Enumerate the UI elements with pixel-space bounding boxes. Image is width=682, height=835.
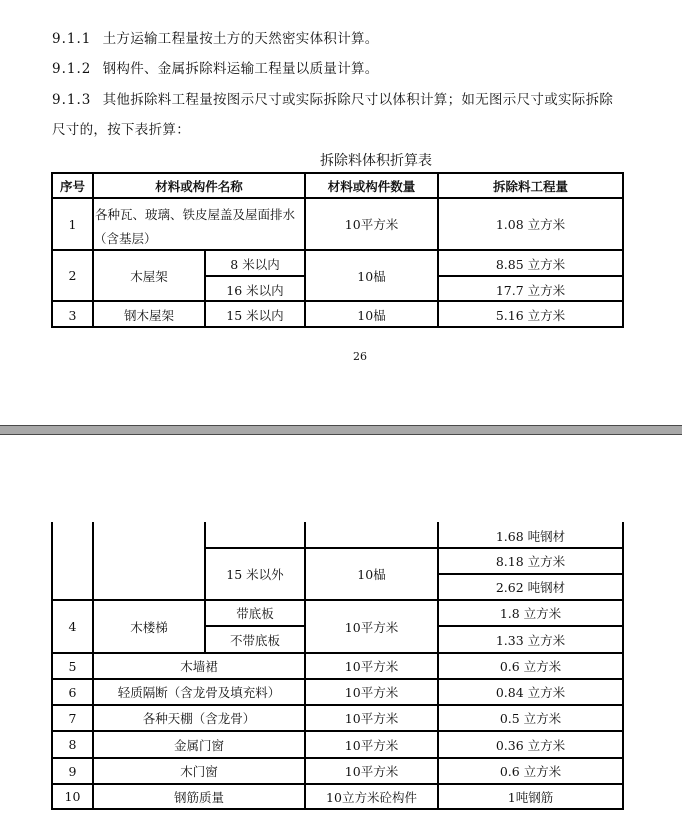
cell-no: 4 xyxy=(68,619,77,634)
header-no: 序号 xyxy=(59,178,85,194)
cell-quantity: 10平方米 xyxy=(344,659,399,674)
cell-name: 木屋架 xyxy=(130,268,168,284)
table-caption: 拆除料体积折算表 xyxy=(320,153,432,169)
cell-amount: 8.85 立方米 xyxy=(495,257,566,272)
cell-no: 3 xyxy=(68,307,77,323)
cell-quantity: 10平方米 xyxy=(344,685,399,700)
page-number: 26 xyxy=(353,350,367,363)
cell-quantity: 10平方米 xyxy=(344,711,399,726)
cell-sub: 15 米以内 xyxy=(226,308,284,323)
cell-amount: 0.5 立方米 xyxy=(499,711,562,726)
cell-no: 1 xyxy=(68,216,77,232)
cell-name: 钢筋质量 xyxy=(173,789,224,805)
cell-sub: 不带底板 xyxy=(229,632,280,648)
cell-amount: 0.84 立方米 xyxy=(495,685,566,700)
clause-text: 钢构件、金属拆除料运输工程量以质量计算。 xyxy=(102,61,379,77)
clause-text-continuation: 尺寸的，按下表折算： xyxy=(52,122,190,138)
cell-name: 金属门窗 xyxy=(173,737,224,753)
clause-text: 其他拆除料工程量按图示尺寸或实际拆除尺寸以体积计算；如无图示尺寸或实际拆除 xyxy=(102,92,614,108)
cell-amount: 1.08 立方米 xyxy=(495,217,566,232)
cell-no: 8 xyxy=(68,737,77,752)
cell-sub: 带底板 xyxy=(236,606,274,621)
cell-no: 6 xyxy=(68,684,77,700)
cell-no: 5 xyxy=(68,658,77,674)
cell-amount: 1.8 立方米 xyxy=(499,606,562,621)
cell-no: 7 xyxy=(68,710,77,726)
clause-9-1-1 xyxy=(52,29,379,49)
cell-name-line2: （含基层） xyxy=(94,231,157,246)
cell-amount: 2.62 吨钢材 xyxy=(495,580,566,595)
cell-quantity: 10榀 xyxy=(357,567,386,582)
clause-number: 9.1.1 xyxy=(52,31,92,47)
cell-name: 各种瓦、玻璃、铁皮屋盖及屋面排水 xyxy=(95,207,296,222)
cell-quantity: 10平方米 xyxy=(344,764,399,779)
cell-amount: 0.6 立方米 xyxy=(499,659,562,674)
header-name: 材料或构件名称 xyxy=(155,178,243,194)
cell-no: 2 xyxy=(68,268,77,283)
cell-quantity: 10平方米 xyxy=(344,737,399,753)
cell-sub: 8 米以内 xyxy=(230,257,280,272)
cell-amount: 1.68 吨钢材 xyxy=(495,528,566,544)
cell-quantity: 10立方米砼构件 xyxy=(326,789,417,805)
cell-quantity: 10榀 xyxy=(357,308,386,323)
header-quantity: 材料或构件数量 xyxy=(327,178,416,194)
cell-quantity: 10平方米 xyxy=(344,217,399,232)
cell-amount: 5.16 立方米 xyxy=(495,308,566,323)
cell-name: 木门窗 xyxy=(180,764,218,779)
cell-amount: 8.18 立方米 xyxy=(495,554,566,569)
sub-row-divider xyxy=(437,275,624,277)
table-border-right xyxy=(622,172,624,328)
table-border-bottom xyxy=(51,808,624,810)
cell-no: 10 xyxy=(64,789,81,804)
cell-quantity: 10平方米 xyxy=(344,619,399,635)
clause-9-1-2 xyxy=(52,59,379,79)
cell-amount: 0.6 立方米 xyxy=(499,764,562,779)
clause-9-1-3 xyxy=(52,90,613,110)
clause-9-1-3-continuation xyxy=(52,120,190,140)
cell-sub: 16 米以内 xyxy=(226,283,284,298)
clause-number: 9.1.3 xyxy=(52,92,92,108)
cell-amount: 1.33 立方米 xyxy=(495,632,566,648)
cell-name: 各种天棚（含龙骨） xyxy=(142,711,256,726)
cell-name: 轻质隔断（含龙骨及填充料） xyxy=(117,685,281,700)
cell-name: 木楼梯 xyxy=(130,619,168,635)
header-amount: 拆除料工程量 xyxy=(492,178,568,194)
cell-sub: 15 米以外 xyxy=(226,567,284,582)
clause-text: 土方运输工程量按土方的天然密实体积计算。 xyxy=(102,31,379,47)
cell-name: 木墙裙 xyxy=(180,659,218,674)
page-separator xyxy=(0,425,682,435)
sub-row-divider xyxy=(204,275,305,277)
cell-quantity: 10榀 xyxy=(357,268,386,284)
table-border-right xyxy=(622,522,624,810)
cell-name: 钢木屋架 xyxy=(123,308,174,323)
cell-no: 9 xyxy=(68,763,77,779)
cell-amount: 0.36 立方米 xyxy=(495,737,566,753)
clause-number: 9.1.2 xyxy=(52,61,92,77)
cell-amount: 1吨钢筋 xyxy=(507,789,554,805)
cell-amount: 17.7 立方米 xyxy=(495,283,566,298)
